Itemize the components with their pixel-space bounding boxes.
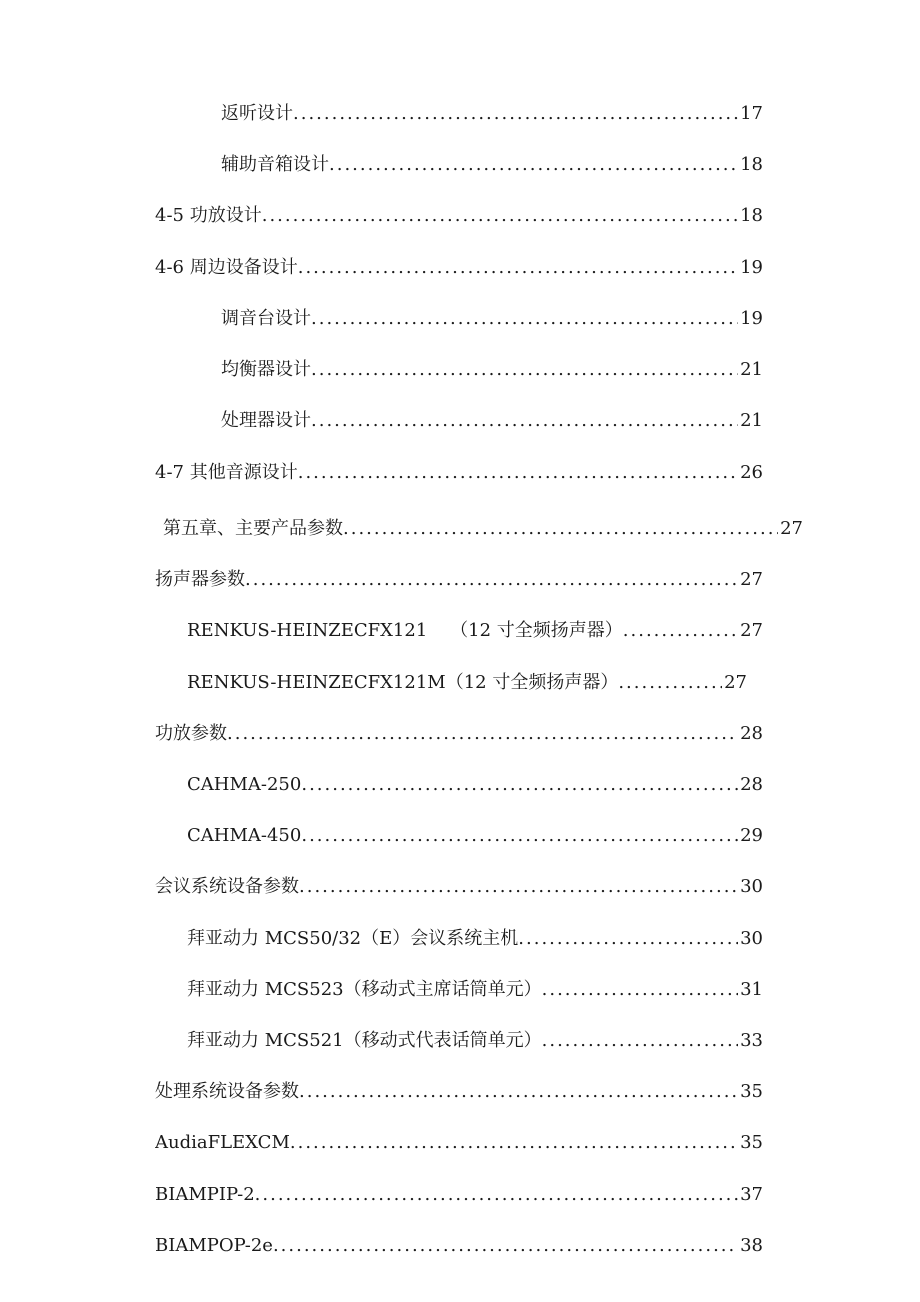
toc-leader-dots (618, 672, 722, 694)
toc-entry-title: AudiaFLEXCM (155, 1132, 290, 1153)
toc-leader-dots (290, 1132, 738, 1154)
toc-entry-title: 第五章、主要产品参数 (163, 518, 343, 539)
toc-leader-dots (273, 1235, 738, 1257)
toc-entry[interactable] (187, 928, 763, 950)
toc-entry[interactable] (155, 1081, 763, 1103)
toc-entry-title: 4-6 周边设备设计 (155, 257, 298, 278)
toc-leader-dots (245, 569, 738, 591)
toc-entry-title: 扬声器参数 (155, 569, 245, 590)
toc-entry[interactable] (187, 672, 747, 694)
toc-leader-dots (542, 1030, 738, 1052)
toc-entry-page: 29 (740, 825, 763, 846)
toc-entry-title: CAHMA-450 (187, 825, 302, 846)
toc-entry-title: RENKUS-HEINZECFX121M（12 寸全频扬声器） (187, 672, 619, 693)
toc-entry-title: 处理器设计 (221, 410, 311, 431)
toc-entry-page: 27 (780, 518, 803, 539)
toc-entry-page: 21 (740, 359, 763, 380)
toc-entry-page: 27 (740, 620, 763, 641)
toc-leader-dots (298, 462, 738, 484)
toc-leader-dots (343, 518, 778, 540)
toc-entry[interactable] (221, 154, 763, 176)
toc-entry[interactable] (155, 1235, 763, 1257)
toc-entry-title: 4-7 其他音源设计 (155, 462, 298, 483)
toc-leader-dots (299, 876, 738, 898)
toc-entry-title: 功放参数 (155, 723, 227, 744)
toc-entry-page: 27 (740, 569, 763, 590)
toc-entry[interactable] (155, 1184, 763, 1206)
toc-leader-dots (227, 723, 738, 745)
toc-entry-page: 35 (740, 1132, 763, 1153)
toc-entry[interactable] (155, 1132, 763, 1154)
toc-leader-dots (301, 825, 738, 847)
toc-entry-title: 返听设计 (221, 103, 293, 124)
toc-leader-dots (301, 774, 738, 796)
toc-entry[interactable] (155, 205, 763, 227)
toc-entry-page: 35 (740, 1081, 763, 1102)
toc-entry-page: 31 (740, 979, 763, 1000)
toc-entry[interactable] (187, 825, 763, 847)
toc-entry-page: 30 (740, 876, 763, 897)
toc-entry-page: 28 (740, 774, 763, 795)
toc-entry[interactable] (221, 359, 763, 381)
toc-entry-page: 21 (740, 410, 763, 431)
toc-entry-page: 19 (740, 257, 763, 278)
toc-entry-title: 辅助音箱设计 (221, 154, 329, 175)
toc-entry-title: CAHMA-250 (187, 774, 302, 795)
toc-entry-title: 均衡器设计 (221, 359, 311, 380)
toc-entry-page: 27 (724, 672, 747, 693)
toc-entry-title: BIAMPOP-2e (155, 1235, 273, 1256)
toc-entry-title: 调音台设计 (221, 308, 311, 329)
toc-entry-page: 33 (740, 1030, 763, 1051)
toc-entry-page: 17 (740, 103, 763, 124)
toc-entry[interactable] (221, 103, 763, 125)
toc-entry[interactable] (155, 462, 763, 484)
toc-leader-dots (299, 1081, 738, 1103)
toc-leader-dots (518, 928, 738, 950)
toc-entry-title: 拜亚动力 MCS50/32（E）会议系统主机 (187, 928, 519, 949)
toc-entry[interactable] (187, 620, 763, 642)
toc-entry-title: BIAMPIP-2 (155, 1184, 255, 1205)
toc-leader-dots (311, 308, 738, 330)
toc-entry[interactable] (187, 774, 763, 796)
toc-entry[interactable] (155, 723, 763, 745)
toc-entry-title: 4-5 功放设计 (155, 205, 262, 226)
toc-entry-title: 会议系统设备参数 (155, 876, 299, 897)
toc-leader-dots (329, 154, 738, 176)
toc-entry-page: 37 (740, 1184, 763, 1205)
toc-leader-dots (542, 979, 738, 1001)
toc-entry-title: 拜亚动力 MCS521（移动式代表话筒单元） (187, 1030, 542, 1051)
toc-leader-dots (298, 257, 738, 279)
toc-leader-dots (311, 359, 738, 381)
toc-entry-page: 19 (740, 308, 763, 329)
toc-entry-page: 38 (740, 1235, 763, 1256)
toc-entry[interactable] (221, 308, 763, 330)
toc-entry-title: 拜亚动力 MCS523（移动式主席话筒单元） (187, 979, 542, 1000)
toc-entry-page: 30 (740, 928, 763, 949)
toc-entry-title: 处理系统设备参数 (155, 1081, 299, 1102)
toc-entry[interactable] (221, 410, 763, 432)
toc-leader-dots (623, 620, 738, 642)
toc-entry[interactable] (187, 979, 763, 1001)
toc-entry[interactable] (187, 1030, 763, 1052)
toc-entry[interactable] (155, 569, 763, 591)
toc-entry-title: RENKUS-HEINZECFX121 （12 寸全频扬声器） (187, 620, 623, 641)
toc-entry-chapter[interactable] (163, 518, 803, 540)
toc-entry-page: 28 (740, 723, 763, 744)
toc-leader-dots (255, 1184, 738, 1206)
toc-leader-dots (262, 205, 738, 227)
toc-entry-page: 18 (740, 205, 763, 226)
toc-leader-dots (293, 103, 738, 125)
toc-leader-dots (311, 410, 738, 432)
toc-entry[interactable] (155, 876, 763, 898)
toc-entry-page: 26 (740, 462, 763, 483)
toc-entry[interactable] (155, 257, 763, 279)
toc-entry-page: 18 (740, 154, 763, 175)
